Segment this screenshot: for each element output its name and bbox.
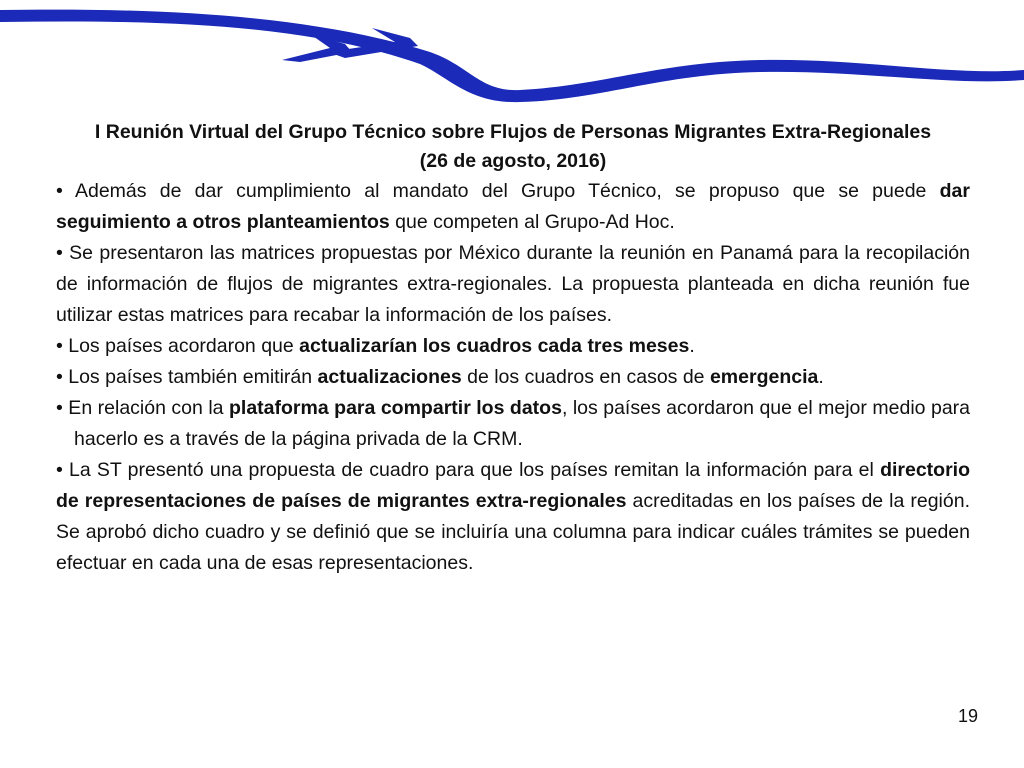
paragraph-3: • Los países acordaron que actualizarían los cuadros cada tres meses. [56, 335, 695, 357]
paragraph-5: • En relación con la plataforma para compartir los datos, los países acordaron que el mejor medio para hacerlo es a través de la página privada de la CRM. [56, 397, 971, 450]
title-date: (26 de agosto, 2016) [419, 150, 607, 172]
emphasis: plataforma para compartir los datos [229, 397, 562, 419]
crm-swoosh-bird-logo [0, 0, 1024, 110]
bullet: • [56, 459, 63, 481]
paragraph-4: • Los países también emitirán actualizaciones de los cuadros en casos de emergencia. [56, 366, 824, 388]
bullet: • [56, 180, 63, 202]
emphasis: actualizarían los cuadros cada tres meses [299, 335, 690, 357]
emphasis: dar seguimiento a otros planteamientos [56, 180, 970, 233]
slide-title [56, 118, 970, 176]
emphasis: actualizaciones [317, 366, 462, 388]
paragraph-1: • Además de dar cumplimiento al mandato del Grupo Técnico, se propuso que se puede dar seguimiento a otros planteamientos que competen al Grupo-Ad Hoc. [56, 180, 970, 233]
bullet: • [56, 397, 63, 419]
slide-body [56, 118, 970, 579]
bullet: • [56, 335, 63, 357]
bullet: • [56, 242, 63, 264]
emphasis: emergencia [709, 366, 819, 388]
emphasis: directorio de representaciones de países de migrantes extra-regionales [56, 459, 970, 512]
page-number: 19 [957, 706, 978, 726]
paragraph-6: • La ST presentó una propuesta de cuadro para que los países remitan la información para el directorio de representaciones de países de migrantes extra-regionales acreditadas en los países de la región. Se aprobó dicho cuadro y se definió que se incluiría una columna para indicar cuáles trámites se pueden efectuar en cada una de esas representaciones. [56, 459, 970, 574]
swoosh-curve [0, 10, 1024, 103]
paragraph-2: • Se presentaron las matrices propuestas por México durante la reunión en Panamá para la recopilación de información de flujos de migrantes extra-regionales. La propuesta planteada en dicha reunión fue utilizar estas matrices para recabar la información de los países. [56, 242, 970, 326]
bullet: • [56, 366, 63, 388]
title-text: I Reunión Virtual del Grupo Técnico sobre Flujos de Personas Migrantes Extra-Regionales [94, 121, 932, 143]
